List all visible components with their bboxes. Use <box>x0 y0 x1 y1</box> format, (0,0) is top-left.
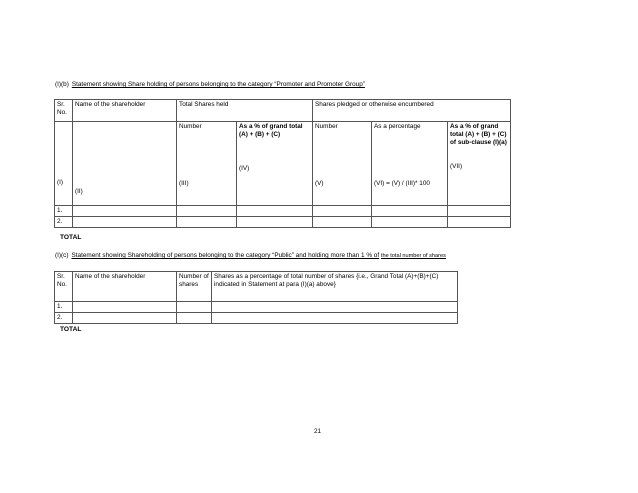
shares-pct-header: Shares as a percentage of total number of shares {i.e., Grand Total (A)+(B)+(C) indicated in Statement at para (I)(a) above} <box>212 272 458 302</box>
col-code-i: (I) <box>57 179 64 186</box>
name-header: Name of the shareholder <box>73 272 177 302</box>
section-c-caption <box>55 252 446 259</box>
section-b-label: (I)(b) <box>55 81 69 88</box>
number-of-shares-header: Number of shares <box>177 272 212 302</box>
table-row <box>55 206 511 217</box>
total-shares-held-header: Total Shares held <box>177 100 313 122</box>
name-header-text: Name of the shareholder <box>75 101 146 108</box>
pct-subclause-header <box>448 122 511 206</box>
section-c-label: (I)(c) <box>55 252 69 259</box>
table-row <box>55 217 511 228</box>
name-code-cell <box>73 122 177 206</box>
promoter-shareholding-table <box>54 99 511 228</box>
section-c-title: Statement showing Shareholding of persons belonging to the category “Public” and holding more than 1 % of <box>71 252 380 259</box>
col-code-v: (V) <box>315 180 324 187</box>
col-code-iv: (IV) <box>239 165 250 172</box>
row-number: 1. <box>55 302 73 313</box>
sr-no-header: Sr. No. <box>55 100 73 122</box>
number2-header-text: Number <box>315 123 338 130</box>
col-code-vii: (VII) <box>450 163 463 170</box>
as-percentage-text: As a percentage <box>374 123 421 130</box>
number-header <box>177 122 237 206</box>
col-code-ii: (II) <box>75 188 83 195</box>
sr-code-cell <box>55 122 73 206</box>
table-row <box>55 313 458 324</box>
section-b-caption <box>55 81 365 88</box>
number-header-text: Number <box>179 123 202 130</box>
public-shareholding-table <box>54 271 458 324</box>
page-number: 21 <box>314 428 322 435</box>
section-c-total: TOTAL <box>60 326 82 333</box>
shares-pledged-header: Shares pledged or otherwise encumbered <box>313 100 511 122</box>
number2-header <box>313 122 372 206</box>
name-header <box>73 100 177 122</box>
section-c-title-tail: the total number of shares <box>380 253 446 259</box>
section-b-title: Statement showing Share holding of persons belonging to the category “Promoter and Promoter Group” <box>71 81 365 88</box>
col-code-vi: (VI) = (V) / (III)* 100 <box>374 180 430 187</box>
col-code-iii: (III) <box>179 180 189 187</box>
row-number: 2. <box>55 217 73 228</box>
row-number: 1. <box>55 206 73 217</box>
pct-subclause-text: As a % of grand total (A) + (B) + (C) of sub-clause (I)(a) <box>450 123 507 146</box>
section-b-total: TOTAL <box>60 234 82 241</box>
table-row <box>55 302 458 313</box>
as-percentage-header <box>372 122 448 206</box>
pct-grand-total-text: As a % of grand total (A) + (B) + (C) <box>239 123 303 138</box>
pct-grand-total-header <box>237 122 313 206</box>
sr-no-header: Sr. No. <box>55 272 73 302</box>
row-number: 2. <box>55 313 73 324</box>
